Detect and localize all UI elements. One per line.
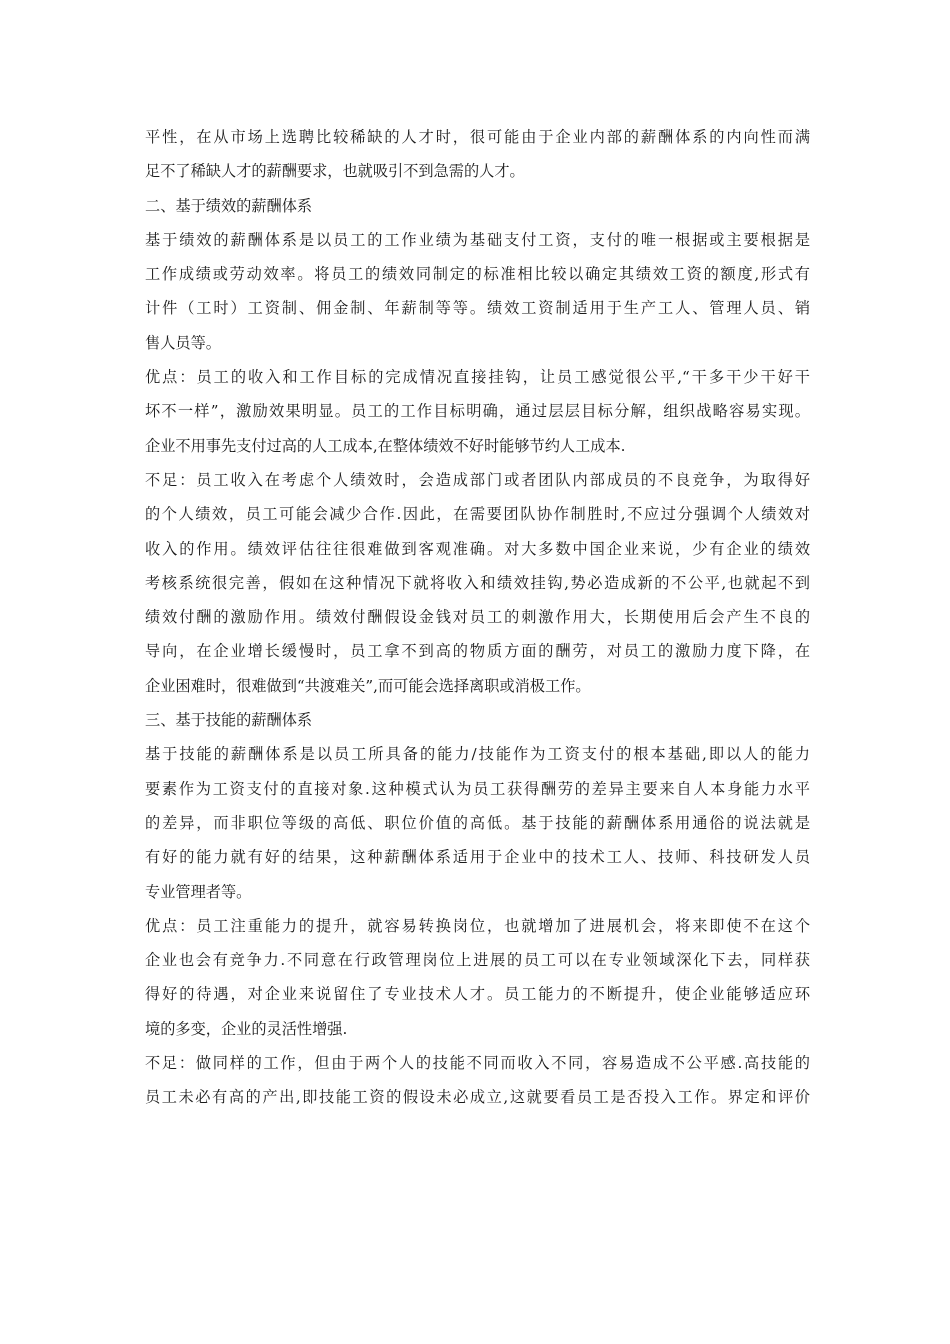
paragraph-line: 考核系统很完善，假如在这种情况下就将收入和绩效挂钩,势必造成新的不公平,也就起不到 (145, 573, 810, 592)
section-heading: 三、基于技能的薪酬体系 (145, 711, 313, 730)
paragraph-line: 企业不用事先支付过高的人工成本,在整体绩效不好时能够节约人工成本. (145, 436, 626, 455)
paragraph-line: 有好的能力就有好的结果，这种薪酬体系适用于企业中的技术工人、技师、科技研发人员 (145, 848, 810, 867)
paragraph-line: 足不了稀缺人才的薪酬要求，也就吸引不到急需的人才。 (145, 162, 525, 181)
document-body (145, 120, 810, 1115)
paragraph-line: 境的多变，企业的灵活性增强. (145, 1019, 348, 1038)
paragraph-line: 优点：员工注重能力的提升，就容易转换岗位，也就增加了进展机会，将来即使不在这个 (145, 916, 810, 935)
paragraph-line: 得好的待遇，对企业来说留住了专业技术人才。员工能力的不断提升，使企业能够适应环 (145, 985, 810, 1004)
paragraph-line: 的差异，而非职位等级的高低、职位价值的高低。基于技能的薪酬体系用通俗的说法就是 (145, 813, 810, 832)
paragraph-line: 绩效付酬的激励作用。绩效付酬假设金钱对员工的刺激作用大，长期使用后会产生不良的 (145, 608, 810, 627)
paragraph-line: 专业管理者等。 (145, 882, 252, 901)
paragraph-line: 导向，在企业增长缓慢时，员工拿不到高的物质方面的酬劳，对员工的激励力度下降，在 (145, 642, 810, 661)
section-heading: 二、基于绩效的薪酬体系 (145, 196, 313, 215)
paragraph-line: 售人员等。 (145, 333, 221, 352)
paragraph-line: 员工未必有高的产出,即技能工资的假设未必成立,这就要看员工是否投入工作。界定和评价 (145, 1088, 810, 1107)
paragraph-line: 不足：员工收入在考虑个人绩效时，会造成部门或者团队内部成员的不良竞争，为取得好 (145, 470, 810, 489)
paragraph-line: 要素作为工资支付的直接对象.这种模式认为员工获得酬劳的差异主要来自人本身能力水平 (145, 779, 810, 798)
paragraph-line: 基于绩效的薪酬体系是以员工的工作业绩为基础支付工资，支付的唯一根据或主要根据是 (145, 230, 810, 249)
paragraph-line: 的个人绩效，员工可能会减少合作.因此，在需要团队协作制胜时,不应过分强调个人绩效对 (145, 505, 810, 524)
paragraph-line: 企业困难时，很难做到“共渡难关”,而可能会选择离职或消极工作。 (145, 676, 591, 695)
paragraph-line: 基于技能的薪酬体系是以员工所具备的能力/技能作为工资支付的根本基础,即以人的能力 (145, 745, 810, 764)
paragraph-line: 不足：做同样的工作，但由于两个人的技能不同而收入不同，容易造成不公平感.高技能的 (145, 1054, 810, 1073)
paragraph-line: 收入的作用。绩效评估往往很难做到客观准确。对大多数中国企业来说，少有企业的绩效 (145, 539, 810, 558)
paragraph-line: 企业也会有竞争力.不同意在行政管理岗位上进展的员工可以在专业领域深化下去，同样获 (145, 951, 810, 970)
paragraph-line: 工作成绩或劳动效率。将员工的绩效同制定的标准相比较以确定其绩效工资的额度,形式有 (145, 265, 810, 284)
paragraph-line: 坏不一样”，激励效果明显。员工的工作目标明确，通过层层目标分解，组织战略容易实现。 (145, 402, 810, 421)
paragraph-line: 平性，在从市场上选聘比较稀缺的人才时，很可能由于企业内部的薪酬体系的内向性而满 (145, 128, 810, 146)
paragraph-line: 优点：员工的收入和工作目标的完成情况直接挂钩，让员工感觉很公平,“干多干少干好干 (145, 368, 810, 387)
paragraph-line: 计件（工时）工资制、佣金制、年薪制等等。绩效工资制适用于生产工人、管理人员、销 (145, 299, 810, 318)
